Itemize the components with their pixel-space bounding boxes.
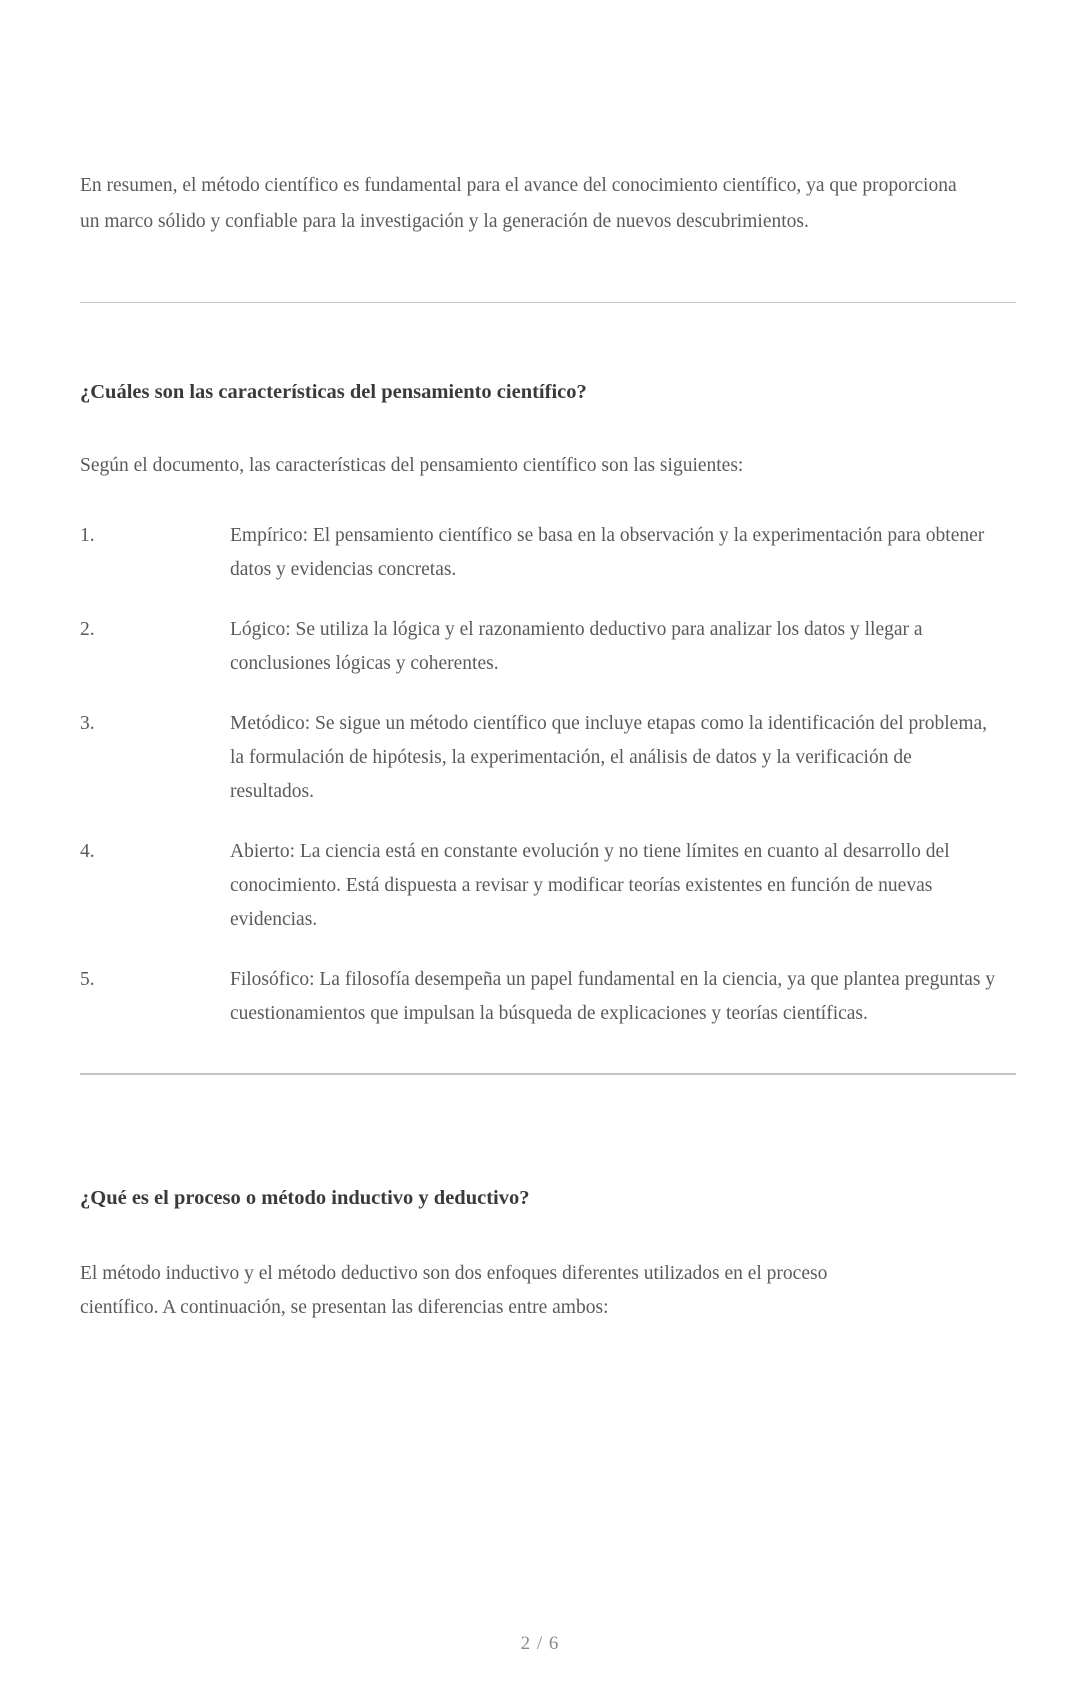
list-item	[80, 613, 1000, 681]
list-item	[80, 519, 1000, 587]
list-item	[80, 835, 1000, 937]
list-item-text: Filosófico: La filosofía desempeña un papel fundamental en la ciencia, ya que plantea preguntas y cuestionamientos que impulsan la búsqueda de explicaciones y teorías científicas.	[230, 969, 996, 1024]
list-item-marker: 4.	[80, 841, 95, 862]
list-item-marker: 1.	[80, 525, 95, 546]
section-inductive-deductive	[80, 1183, 1000, 1325]
page-indicator: 2 / 6	[520, 1633, 560, 1654]
section-divider-1	[80, 302, 1016, 303]
list-item-text: Lógico: Se utiliza la lógica y el razonamiento deductivo para analizar los datos y llegar a conclusiones lógicas y coherentes.	[230, 619, 923, 674]
list-item-marker: 5.	[80, 969, 95, 990]
list-item-text: Abierto: La ciencia está en constante evolución y no tiene límites en cuanto al desarrollo del conocimiento. Está dispuesta a revisar y modificar teorías existentes en función de nuevas evidencias.	[230, 841, 950, 930]
list-item	[80, 963, 1000, 1031]
intro-paragraph: En resumen, el método científico es fundamental para el avance del conocimiento científico, ya que proporciona un marco sólido y confiable para la investigación y la generación de nuevos descubrimientos.	[80, 175, 957, 232]
section-one-question: ¿Cuáles son las características del pensamiento científico?	[80, 381, 587, 403]
list-item-marker: 2.	[80, 619, 95, 640]
section-two-lead: El método inductivo y el método deductivo son dos enfoques diferentes utilizados en el proceso científico. A continuación, se presentan las diferencias entre ambos:	[80, 1263, 828, 1318]
section-divider-2	[80, 1073, 1016, 1075]
list-item-text: Metódico: Se sigue un método científico que incluye etapas como la identificación del problema, la formulación de hipótesis, la experimentación, el análisis de datos y la verificación de resultados.	[230, 713, 988, 802]
list-item-text: Empírico: El pensamiento científico se basa en la observación y la experimentación para obtener datos y evidencias concretas.	[230, 525, 985, 580]
list-item-marker: 3.	[80, 713, 95, 734]
section-two-question: ¿Qué es el proceso o método inductivo y deductivo?	[80, 1187, 530, 1209]
section-one-lead: Según el documento, las características del pensamiento científico son las siguientes:	[80, 455, 744, 476]
list-item	[80, 707, 1000, 809]
document-page	[0, 168, 1080, 1693]
section-characteristics	[80, 377, 1000, 1031]
characteristics-list	[80, 519, 1000, 1031]
